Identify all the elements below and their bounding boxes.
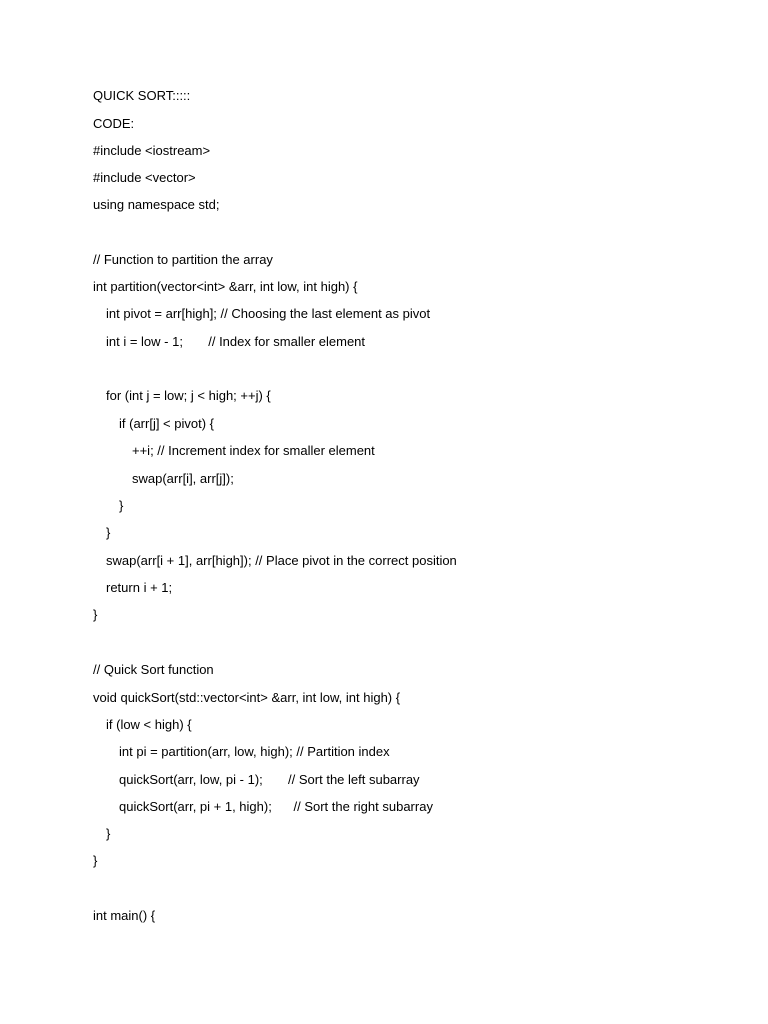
code-label: CODE: — [93, 116, 135, 131]
code-line: void quickSort(std::vector<int> &arr, int low, int high) { — [93, 690, 401, 705]
code-line: int main() { — [93, 908, 156, 923]
code-line: int pivot = arr[high]; // Choosing the last element as pivot — [106, 306, 431, 321]
code-line: return i + 1; — [106, 580, 173, 595]
code-line: swap(arr[i], arr[j]); — [132, 471, 234, 486]
code-line: } — [93, 607, 98, 622]
code-line: #include <iostream> — [93, 143, 211, 158]
code-line: quickSort(arr, low, pi - 1); // Sort the left subarray — [119, 772, 420, 787]
code-comment: // Function to partition the array — [93, 252, 273, 267]
code-line: if (low < high) { — [106, 717, 192, 732]
code-line: quickSort(arr, pi + 1, high); // Sort the right subarray — [119, 799, 433, 814]
code-line: } — [106, 525, 111, 540]
code-line: for (int j = low; j < high; ++j) { — [106, 388, 271, 403]
code-line: swap(arr[i + 1], arr[high]); // Place pivot in the correct position — [106, 553, 457, 568]
code-comment: // Quick Sort function — [93, 662, 214, 677]
code-line: } — [106, 826, 111, 841]
code-line: int partition(vector<int> &arr, int low, int high) { — [93, 279, 358, 294]
code-line: int i = low - 1; // Index for smaller element — [106, 334, 366, 349]
code-line: #include <vector> — [93, 170, 196, 185]
code-line: if (arr[j] < pivot) { — [119, 416, 214, 431]
document-title: QUICK SORT::::: — [93, 88, 191, 103]
code-line: } — [93, 853, 98, 868]
code-line: } — [119, 498, 124, 513]
code-line: ++i; // Increment index for smaller element — [132, 443, 375, 458]
code-line: using namespace std; — [93, 197, 220, 212]
code-line: int pi = partition(arr, low, high); // Partition index — [119, 744, 390, 759]
